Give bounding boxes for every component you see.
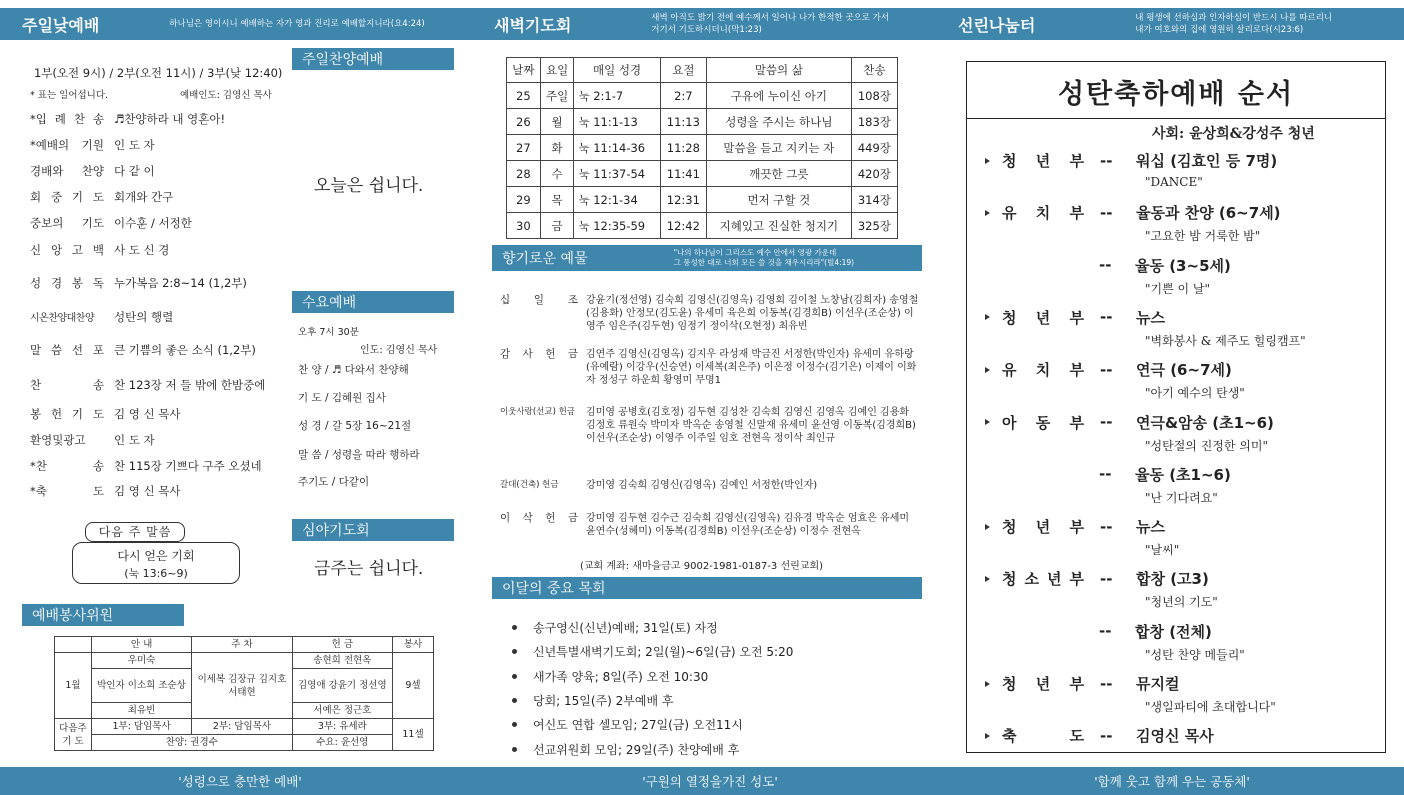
program-dash: -- xyxy=(1100,413,1113,431)
program-row xyxy=(1099,464,1231,485)
program-dash: -- xyxy=(1100,569,1113,588)
servers-next-label: 다음주 기 도 xyxy=(55,719,92,751)
dawn-verse-1: 새벽 아직도 밝기 전에 예수께서 일어나 나가 한적한 곳으로 가서 xyxy=(651,13,890,23)
event-item xyxy=(512,716,743,733)
daily-cell: 12:42 xyxy=(660,213,706,239)
wed-sep: / xyxy=(328,476,339,488)
offering-row xyxy=(500,348,920,387)
wed-label: 찬 양 xyxy=(298,364,322,376)
sharing-header-band xyxy=(940,8,1404,40)
gift-verse xyxy=(674,248,855,268)
triangle-bullet-icon xyxy=(985,314,990,320)
offering-label: 감 사 헌 금 xyxy=(500,348,578,360)
program-subtitle: "벽화봉사 & 제주도 힐링캠프" xyxy=(1145,333,1306,348)
program-item: 뉴스 xyxy=(1136,518,1165,537)
bullet-icon xyxy=(512,674,517,679)
service-times: 1부(오전 9시) / 2부(오전 11시) / 3부(낮 12:40) xyxy=(34,66,283,80)
order-value: 찬 123장 저 들 밖에 한밤중에 xyxy=(114,378,266,392)
offering-label: 십 일 조 xyxy=(500,294,578,306)
program-item: 뮤지컬 xyxy=(1136,675,1180,693)
program-group: 청 년 부 xyxy=(1002,675,1084,693)
order-row xyxy=(30,309,173,325)
offering-names: 강미영 김두현 김수근 김숙희 김영신(김영옥) 김유경 박옥순 엄효은 유세미 윤연수(성혜미) 이동복(김경희B) 이선우(조순상) 이정수 전현옥 xyxy=(586,513,910,537)
order-label: 회 중 기 도 xyxy=(30,190,104,204)
servers-choir: 찬양: 권경수 xyxy=(91,735,292,751)
servers-head-guide: 안 내 xyxy=(91,637,191,653)
order-label: *입 례 찬 송 xyxy=(30,112,104,126)
program-group: 청 년 부 xyxy=(1002,518,1084,537)
wed-row xyxy=(298,447,420,462)
wed-row xyxy=(298,362,409,377)
offering-row xyxy=(500,406,920,445)
daily-cell: 11:41 xyxy=(660,161,706,187)
offering-row xyxy=(500,294,920,333)
program-subtitle: "DANCE" xyxy=(1145,175,1203,189)
wed-row xyxy=(298,390,386,405)
order-label: *예배의 기원 xyxy=(30,138,104,152)
wed-value: 갈 5장 16~21절 xyxy=(331,420,412,432)
servers-prayer-3: 3부: 유세라 xyxy=(292,719,392,735)
daily-head-cell: 찬송 xyxy=(851,58,897,83)
daily-cell: 28 xyxy=(507,161,541,187)
wed-value: ♬ 다와서 찬양해 xyxy=(331,364,409,376)
order-row xyxy=(30,242,169,258)
wed-label: 성 경 xyxy=(298,420,322,432)
program-row xyxy=(985,202,1281,223)
servers-parking: 이세복 김장규 김지호 서태현 xyxy=(192,653,292,719)
worship-title: 주일낮예배 xyxy=(22,15,100,35)
wednesday-label-text: 수요예배 xyxy=(302,295,357,311)
daily-table-header xyxy=(507,58,898,83)
order-row xyxy=(30,137,155,153)
daily-row xyxy=(507,83,898,109)
daily-row xyxy=(507,161,898,187)
offering-label: 이 삭 헌 금 xyxy=(500,512,578,524)
servers-offering-2: 김영애 강윤기 정선영 xyxy=(292,669,392,703)
program-row xyxy=(985,150,1277,171)
daily-cell: 구유에 누이신 아기 xyxy=(707,83,852,109)
program-item: 연극 (6~7세) xyxy=(1136,361,1232,380)
program-row xyxy=(985,412,1274,433)
offering-names: 김미영 공병호(김호정) 김두현 김성찬 김숙희 김영신 김영옥 김예인 김용화 김정호 류원숙 박미자 박옥순 송영철 신말재 유세미 윤선영 이동복(김경희B) 이선우(조순상) 이영주 이주일 임호 전현옥 정이삭 최인규 xyxy=(586,407,916,444)
order-label: 중보의 기도 xyxy=(30,216,104,230)
worship-header-band xyxy=(0,8,480,40)
daily-row xyxy=(507,213,898,239)
program-dash: -- xyxy=(1099,256,1112,275)
event-item xyxy=(512,643,793,660)
order-value: 다 같 이 xyxy=(114,164,155,178)
servers-table xyxy=(54,636,434,751)
program-item: 합창 (고3) xyxy=(1136,570,1209,589)
footer-3 xyxy=(940,767,1404,795)
daily-head-cell: 요일 xyxy=(540,58,574,83)
daily-cell: 눅 11:37-54 xyxy=(574,161,660,187)
order-label: 성 경 봉 독 xyxy=(30,276,104,290)
gift-verse-1: "나의 하나님이 그리스도 예수 안에서 영광 가운데 xyxy=(673,248,837,257)
dawn-header-band xyxy=(480,8,940,40)
next-sermon-label: 다음 주 말씀 xyxy=(85,522,185,542)
offering-names: 강윤기(정선영) 김숙희 김영신(김영옥) 김영희 김이철 노창남(김희자) 송영철(김용화) 안정모(김도윤) 유세미 육은희 이동복(김경희B) 이선우(조순상) 이영주 임은주(김두현) 임정기 정이삭(오현정) 최유빈 xyxy=(586,295,919,332)
praise-worship-label xyxy=(292,48,454,70)
wednesday-leader: 인도: 김영신 목사 xyxy=(360,345,438,356)
daily-head-cell: 매일 성경 xyxy=(574,58,660,83)
servers-header-row xyxy=(55,637,434,653)
wed-value: 김혜원 집사 xyxy=(331,392,386,404)
daily-cell: 눅 11:14-36 xyxy=(574,135,660,161)
servers-month: 1월 xyxy=(55,653,92,719)
program-item: 율동 (3~5세) xyxy=(1135,256,1231,275)
offering-row xyxy=(500,479,920,492)
order-value: 김 영 신 목사 xyxy=(114,407,181,421)
daily-cell: 말씀을 듣고 지키는 자 xyxy=(707,135,852,161)
program-dash: -- xyxy=(1099,465,1112,484)
order-value: 누가복음 2:8~14 (1,2부) xyxy=(114,276,247,290)
servers-head-serve: 봉사 xyxy=(393,637,434,653)
bullet-icon xyxy=(512,649,517,654)
order-value: 김 영 신 목사 xyxy=(114,484,181,498)
daily-head-cell: 요절 xyxy=(660,58,706,83)
daily-cell: 11:28 xyxy=(660,135,706,161)
wed-label: 기 도 xyxy=(298,392,322,404)
order-value: 인 도 자 xyxy=(114,433,155,447)
daily-cell: 화 xyxy=(540,135,574,161)
daily-cell: 눅 11:1-13 xyxy=(574,109,660,135)
events-label-text: 이달의 중요 목회 xyxy=(502,581,606,597)
order-row xyxy=(30,432,155,448)
daily-cell: 108장 xyxy=(851,83,897,109)
sharing-verse-1: 내 평생에 선하심과 인자하심이 반드시 나를 따르리니 xyxy=(1135,13,1333,23)
daily-cell: 27 xyxy=(507,135,541,161)
program-row xyxy=(985,359,1232,380)
order-row xyxy=(30,458,262,474)
offering-names: 김연주 김영신(김영옥) 김지우 라성재 박금진 서정한(박인자) 유세미 유하랑(유예람) 이강우(신승연) 이세복(최은주) 이은정 이정수(김기은) 이제이 이화자 정성구 하운희 황영미 무명1 xyxy=(586,349,917,386)
program-row xyxy=(1099,621,1212,642)
daily-cell: 성령을 주시는 하나님 xyxy=(707,109,852,135)
stand-note: * 표는 일어섭니다. xyxy=(30,90,109,101)
daily-bible-table xyxy=(506,57,898,239)
order-value: 사 도 신 경 xyxy=(114,243,170,257)
servers-prayer-1: 1부: 담임목사 xyxy=(91,719,191,735)
daily-cell: 수 xyxy=(540,161,574,187)
night-prayer-label-text: 심야기도회 xyxy=(302,523,370,539)
servers-row xyxy=(55,719,434,735)
servers-corner xyxy=(55,637,92,653)
daily-cell: 눅 12:1-34 xyxy=(574,187,660,213)
servers-wed: 수요: 윤선영 xyxy=(292,735,392,751)
order-value: 성탄의 행렬 xyxy=(114,310,174,324)
footer-2 xyxy=(480,767,940,795)
bullet-icon xyxy=(512,625,517,630)
order-value: 큰 기쁨의 좋은 소식 (1,2부) xyxy=(114,343,256,357)
footer-3-text: '함께 웃고 함께 우는 공동체' xyxy=(1094,774,1250,789)
event-item xyxy=(512,692,674,709)
daily-cell: 183장 xyxy=(851,109,897,135)
order-label: 말 씀 선 포 xyxy=(30,343,104,357)
order-label: 찬 송 xyxy=(30,378,104,392)
dawn-verse xyxy=(651,12,889,36)
triangle-bullet-icon xyxy=(985,681,990,687)
event-text: 여신도 연합 셀모임; 27일(금) 오전11시 xyxy=(533,718,743,733)
events-label xyxy=(492,577,922,599)
program-dash: -- xyxy=(1100,203,1113,222)
daily-cell: 26 xyxy=(507,109,541,135)
wed-row xyxy=(298,474,369,489)
order-row xyxy=(30,163,155,179)
program-subtitle: "날씨" xyxy=(1145,543,1180,558)
night-prayer-label xyxy=(292,519,454,541)
program-subtitle: "아기 예수의 탄생" xyxy=(1145,386,1245,401)
dawn-verse-2: 거기서 기도하시더니(막1:23) xyxy=(651,25,762,35)
servers-guide-2: 박인자 이소희 조순상 xyxy=(91,669,191,703)
daily-cell: 눅 12:35-59 xyxy=(574,213,660,239)
wed-value: 성령을 따라 행하라 xyxy=(331,449,420,461)
wed-sep: / xyxy=(321,420,332,432)
program-group: 유 치 부 xyxy=(1002,204,1084,223)
program-item: 김영신 목사 xyxy=(1136,727,1214,746)
triangle-bullet-icon xyxy=(985,576,990,582)
daily-cell: 420장 xyxy=(851,161,897,187)
program-item: 연극&암송 (초1~6) xyxy=(1136,413,1274,432)
program-dash: -- xyxy=(1100,151,1113,170)
offering-label: 이웃사랑(선교) 헌금 xyxy=(500,407,576,417)
program-item: 율동 (초1~6) xyxy=(1135,465,1231,484)
program-row xyxy=(985,516,1165,537)
wed-sep: / xyxy=(321,364,332,376)
sharing-verse xyxy=(1135,12,1332,36)
daily-cell: 금 xyxy=(540,213,574,239)
order-label: *찬 송 xyxy=(30,459,104,473)
program-row xyxy=(985,307,1165,328)
daily-head-cell: 말씀의 삶 xyxy=(707,58,852,83)
order-row xyxy=(30,111,225,127)
daily-cell: 29 xyxy=(507,187,541,213)
order-row xyxy=(30,377,265,393)
worship-verse: 하나님은 영이시니 예배하는 자가 영과 진리로 예배할지니라(요4:24) xyxy=(169,19,425,29)
wed-row xyxy=(298,418,411,433)
order-row xyxy=(30,215,192,231)
triangle-bullet-icon xyxy=(985,419,990,425)
next-sermon-title: 다시 얻은 기회 xyxy=(117,549,195,563)
order-row xyxy=(30,189,173,205)
program-dash: -- xyxy=(1100,517,1113,536)
servers-serve-2: 11셀 xyxy=(393,719,434,751)
servers-guide-3: 최유빈 xyxy=(91,703,191,719)
triangle-bullet-icon xyxy=(985,524,990,530)
program-dash: -- xyxy=(1100,308,1113,327)
program-title: 성탄축하예배 순서 xyxy=(1057,79,1295,110)
daily-cell: 11:13 xyxy=(660,109,706,135)
order-row xyxy=(30,483,181,499)
event-text: 신년특별새벽기도회; 2일(월)~6일(금) 오전 5:20 xyxy=(533,645,794,660)
program-subtitle: "생일파티에 초대합니다" xyxy=(1145,700,1276,714)
bullet-icon xyxy=(512,747,517,752)
program-row xyxy=(985,725,1214,746)
offering-label: 갈대(건축) 헌금 xyxy=(500,480,559,490)
bullet-icon xyxy=(512,698,517,703)
daily-cell: 12:31 xyxy=(660,187,706,213)
wed-label: 주기도 xyxy=(298,476,329,488)
wed-label: 말 씀 xyxy=(298,449,322,461)
praise-worship-text: 오늘은 쉽니다. xyxy=(314,176,424,196)
servers-offering-3: 서예은 정근호 xyxy=(292,703,392,719)
order-value: 회개와 간구 xyxy=(114,190,174,204)
servers-row xyxy=(55,653,434,669)
program-item: 합창 (전체) xyxy=(1135,622,1212,641)
program-subtitle: "기쁜 이 날" xyxy=(1145,281,1211,296)
daily-cell: 449장 xyxy=(851,135,897,161)
servers-head-offering: 헌 금 xyxy=(292,637,392,653)
daily-cell: 25 xyxy=(507,83,541,109)
servers-head-parking: 주 차 xyxy=(192,637,292,653)
servers-label-text: 예배봉사위원 xyxy=(32,608,114,624)
servers-serve-1: 9셀 xyxy=(393,653,434,719)
daily-row xyxy=(507,109,898,135)
order-label: 봉 헌 기 도 xyxy=(30,407,104,421)
daily-cell: 314장 xyxy=(851,187,897,213)
program-subtitle: "고요한 밤 거룩한 밤" xyxy=(1145,229,1261,244)
order-label: *축 도 xyxy=(30,484,104,498)
order-value: 인 도 자 xyxy=(114,138,155,152)
program-dash: -- xyxy=(1099,622,1112,641)
wednesday-time: 오후 7시 30분 xyxy=(298,327,359,338)
footer-2-text: '구원의 열정을가진 성도' xyxy=(642,774,778,789)
next-sermon-ref: (눅 13:6~9) xyxy=(124,567,188,580)
event-item xyxy=(512,668,708,685)
daily-cell: 목 xyxy=(540,187,574,213)
program-group: 청 년 부 xyxy=(1002,152,1084,170)
sharing-verse-2: 내가 여호와의 집에 영원히 살리로다(시23:6) xyxy=(1135,25,1304,35)
praise-worship-label-text: 주일찬양예배 xyxy=(302,52,384,68)
daily-cell: 30 xyxy=(507,213,541,239)
program-group: 청 년 부 xyxy=(1002,308,1084,327)
event-text: 송구영신(신년)예배; 31일(토) 자정 xyxy=(533,621,718,635)
order-value: 찬 115장 기쁘다 구주 오셨네 xyxy=(114,459,262,473)
sharing-title: 선린나눔터 xyxy=(958,15,1036,35)
order-row xyxy=(30,342,256,358)
triangle-bullet-icon xyxy=(985,733,990,739)
program-hosts: 사회: 윤상희&강성주 청년 xyxy=(1152,126,1315,142)
daily-cell: 지혜있고 진실한 청지기 xyxy=(707,213,852,239)
dawn-title: 새벽기도회 xyxy=(494,15,572,35)
night-prayer-text: 금주는 쉽니다. xyxy=(314,559,424,579)
program-subtitle: "성탄 찬양 메들리" xyxy=(1145,647,1245,662)
program-subtitle: "난 기다려요" xyxy=(1145,490,1218,505)
daily-cell: 월 xyxy=(540,109,574,135)
servers-offering-1: 송현희 전현옥 xyxy=(292,653,392,669)
program-subtitle: "청년의 기도" xyxy=(1145,595,1218,610)
offering-names: 강미영 김숙희 김영신(김영옥) 김예인 서정한(박인자) xyxy=(586,480,818,491)
program-group: 아 동 부 xyxy=(1002,413,1084,432)
daily-cell: 2:7 xyxy=(660,83,706,109)
daily-cell: 325장 xyxy=(851,213,897,239)
event-text: 새가족 양육; 8일(주) 오전 10:30 xyxy=(533,669,709,684)
program-dash: -- xyxy=(1100,360,1113,379)
program-group: 축 도 xyxy=(1002,727,1084,746)
order-label: 시온찬양대찬양 xyxy=(30,313,95,324)
order-row xyxy=(30,406,181,422)
daily-cell: 깨끗한 그릇 xyxy=(707,161,852,187)
event-text: 당회; 15일(주) 2부예배 후 xyxy=(533,693,674,708)
triangle-bullet-icon xyxy=(985,158,990,164)
event-item xyxy=(512,619,718,636)
program-group: 유 치 부 xyxy=(1002,361,1084,380)
wed-sep: / xyxy=(321,392,332,404)
daily-cell: 먼저 구할 것 xyxy=(707,187,852,213)
gift-label xyxy=(492,245,922,271)
servers-label xyxy=(22,604,184,626)
program-dash: -- xyxy=(1100,726,1113,745)
program-group: 청 소 년 부 xyxy=(1002,570,1084,589)
triangle-bullet-icon xyxy=(985,367,990,373)
order-label: 경배와 찬양 xyxy=(30,164,104,178)
order-value: ♬찬양하라 내 영혼아! xyxy=(114,112,226,126)
daily-cell: 주일 xyxy=(540,83,574,109)
wednesday-label xyxy=(292,291,454,313)
daily-row xyxy=(507,135,898,161)
footer-1-text: '성령으로 충만한 예배' xyxy=(178,774,302,789)
gift-verse-2: 그 풍성한 대로 너희 모든 쓸 것을 채우시리라"(빌4:19) xyxy=(673,258,855,267)
daily-head-cell: 날짜 xyxy=(507,58,541,83)
program-row xyxy=(985,568,1209,589)
order-value: 이수훈 / 서정한 xyxy=(114,216,192,230)
program-item: 뉴스 xyxy=(1136,308,1165,327)
gift-label-text: 향기로운 예물 xyxy=(502,251,588,267)
wed-sep: / xyxy=(321,449,332,461)
footer-1 xyxy=(0,767,480,795)
program-subtitle: "성탄절의 진정한 의미" xyxy=(1145,438,1268,453)
program-row xyxy=(985,673,1179,694)
order-row xyxy=(30,275,247,291)
program-item: 워십 (김효인 등 7명) xyxy=(1136,152,1278,170)
triangle-bullet-icon xyxy=(985,210,990,216)
program-row xyxy=(1099,255,1231,276)
servers-row xyxy=(55,735,434,751)
order-label: 환영및광고 xyxy=(30,433,86,447)
program-dash: -- xyxy=(1100,674,1113,693)
bullet-icon xyxy=(512,722,517,727)
daily-row xyxy=(507,187,898,213)
bank-account: (교회 계좌: 새마을금고 9002-1981-0187-3 선린교회) xyxy=(580,561,824,572)
servers-guide-1: 우미숙 xyxy=(91,653,191,669)
order-label: 신 앙 고 백 xyxy=(30,243,104,257)
wed-value: 다같이 xyxy=(338,476,370,488)
offering-row xyxy=(500,512,920,538)
event-text: 선교위원회 모임; 29일(주) 찬양예배 후 xyxy=(533,742,740,757)
worship-leader: 예배인도: 김영신 목사 xyxy=(180,90,272,101)
daily-cell: 눅 2:1-7 xyxy=(574,83,660,109)
servers-prayer-2: 2부: 담임목사 xyxy=(192,719,292,735)
program-item: 율동과 찬양 (6~7세) xyxy=(1136,204,1281,223)
event-item xyxy=(512,741,739,758)
